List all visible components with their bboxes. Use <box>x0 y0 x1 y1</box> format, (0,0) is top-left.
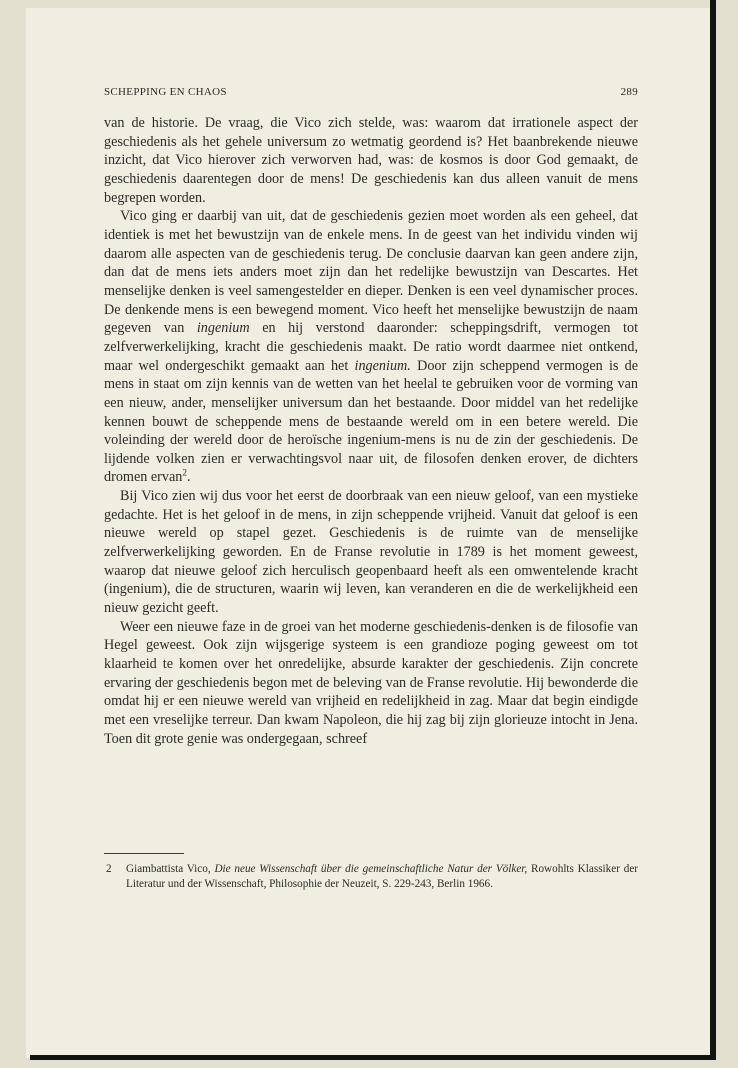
paragraph-2-text-b: en hij verstond daaronder: scheppingsdrift, vermogen tot zelfverwerkelijking, kracht die geschiedenis maakt. De ratio wordt daarmee niet ontkend, maar wel ondergeschikt gemaakt aan het <box>104 320 639 374</box>
footnote-ref: 2 <box>182 467 188 478</box>
paragraph-2-text-c: Door zijn scheppend vermogen is de mens in staat om zijn kennis van de wetten van het heelal te gebruiken voor de vorming van een nieuw, ander, menselijker universum dan het bestaande. Door middel van het redelijke kennen bouwt de scheppende mens de bestaande wereld om in een betere wereld. Die voleinding der wereld door de heroïsche ingenium-mens is nu de zin der geschiedenis. De lijdende volken zien er verwachtingsvol naar uit, de filosofen denken erover, de dichters dromen ervan <box>104 357 639 486</box>
paragraph-2-period: . <box>187 469 191 486</box>
paragraph-1: van de historie. De vraag, die Vico zich stelde, was: waarom dat irrationele aspect der geschiedenis als het gehele universum zo wetmatig geordend is? Het baanbrekende nieuwe inzicht, dat Vico hierover zich verworven had, was: de kosmos is door God gemaakt, de geschiedenis daarentegen door de mens! De geschiedenis kan dus alleen vanuit de mens begrepen worden. <box>104 115 638 206</box>
scan-edge-right <box>710 0 716 1060</box>
footnote-author: Giambattista Vico, <box>126 863 211 875</box>
footnote <box>104 862 638 892</box>
footnote-divider <box>104 853 184 854</box>
scan-edge-bottom <box>30 1055 716 1060</box>
paragraph-2-text-a: Vico ging er daarbij van uit, dat de geschiedenis gezien moet worden als een geheel, dat identiek is met het bewustzijn van de enkele mens. In de geest van het individu vinden wij daarom alle aspecten van de geschiedenis terug. De conclusie daarvan kan geen andere zijn, dan dat de mens iets anders moet zijn dan het redelijke bewustzijn van Descartes. Het menselijke denken is veel samengestelder en dieper. Denken is een veel dynamischer proces. De denkende mens is een bewegend moment. Vico heeft het menselijke bewustzijn de naam gegeven van <box>104 208 638 337</box>
footnote-book-title: Die neue Wissenschaft über die gemeinschaftliche Natur der Völker, <box>214 863 528 875</box>
paragraph-2 <box>104 207 638 487</box>
paragraph-2-term-ingenium-2: ingenium. <box>354 357 411 374</box>
body-text <box>104 114 638 748</box>
paragraph-3: Bij Vico zien wij dus voor het eerst de doorbraak van een nieuw geloof, van een mystieke gedachte. Het is het geloof in de mens, in zijn scheppende vrijheid. Vanuit dat geloof is een nieuwe wereld op stapel gezet. Geschiedenis is de ruimte van de menselijke zelfverwerkelijking geworden. En de Franse revolutie in 1789 is het moment geweest, waarop dat nieuwe geloof zich herculisch geopenbaard heeft als een omwentelende kracht (ingenium), die de structuren, waarin wij leven, kan veranderen en die de werkelijkheid een nieuw gezicht geeft. <box>104 488 638 617</box>
paragraph-2-term-ingenium: ingenium <box>196 320 250 337</box>
chapter-title: SCHEPPING EN CHAOS <box>104 86 227 98</box>
footnote-text <box>126 862 638 892</box>
paragraph-4: Weer een nieuwe faze in de groei van het moderne geschiedenis-denken is de filosofie van Hegel geweest. Ook zijn wijsgerige systeem is een grandioze poging geweest om tot klaarheid te komen over het onredelijke, absurde karakter der geschiedenis. Zijn concrete ervaring der geschiedenis begon met de beleving van de Franse revolutie. Hij bewonderde die omdat hij er een nieuwe wereld van vrijheid en redelijkheid in zag. Maar dat begin eindigde met een vreselijke terreur. Dan kwam Napoleon, die hij zag bij zijn glorieuze intocht in Jena. Toen dit grote genie was ondergegaan, schreef <box>104 618 638 747</box>
footnote-number: 2 <box>106 863 112 875</box>
footnote-details: Rowohlts Klassiker der Literatur und der Wissenschaft, Philosophie der Neuzeit, S. 229-243, Berlin 1966. <box>126 863 639 890</box>
page-number: 289 <box>620 86 638 98</box>
